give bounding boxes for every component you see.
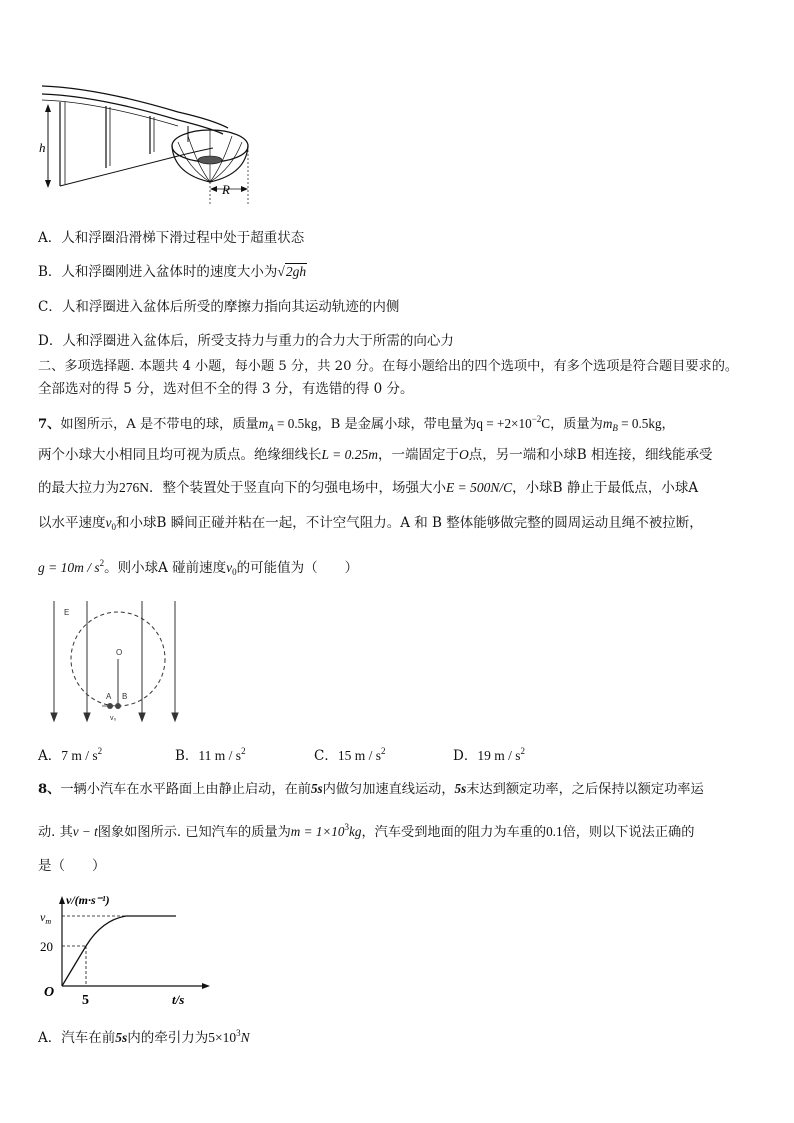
q8-line3: 是（ ） [38, 858, 106, 874]
q7-option-d [453, 744, 525, 764]
label-R: R [222, 182, 230, 197]
q8-F-exp: 3 [236, 1028, 241, 1038]
q7-v0: v [226, 560, 233, 575]
q8-text: 图象如图所示. 已知汽车的质量为 [97, 825, 291, 840]
q8-text: 末达到额定功率，之后保持以额定功率运 [466, 782, 704, 797]
q6-option-b-math: 2gh [285, 264, 307, 279]
q7-q-exp: −2 [531, 414, 542, 424]
q7-text: 如图所示，A 是不带电的球，质量 [60, 417, 259, 432]
q8-m-exp: 3 [344, 822, 349, 832]
section2-line1: 二、多项选择题. 本题共 4 小题，每小题 5 分，共 20 分。在每小题给出的四个选项中，有多个选项是符合题目要求的。 [38, 359, 739, 374]
label-E: E [64, 608, 70, 617]
q7-option-a [38, 744, 102, 764]
q8-t: 5s [310, 781, 323, 796]
q7-q-unit: C [541, 416, 551, 431]
q7-g-exp: 2 [99, 558, 105, 568]
q7-number: 7、 [38, 417, 61, 432]
q7-O: O [459, 447, 469, 462]
section2-line2: 全部选对的得 5 分，选对但不全的得 3 分，有选错的得 0 分。 [38, 381, 414, 397]
q8-text: A．汽车在前 [38, 1030, 116, 1046]
q7-F: 276N [119, 480, 149, 495]
q7-line2 [38, 446, 712, 464]
q7-text: 点，另一端和小球B 相连接，细线能承受 [468, 447, 713, 463]
q8-text: 内做匀加速直线运动， [322, 782, 455, 797]
q7-mA-val: = 0.5kg [273, 416, 318, 431]
q7-mA-sub: A [268, 423, 274, 433]
q7-mA: m [258, 416, 269, 431]
q7-mB-sub: B [612, 423, 618, 433]
q6-option-b-text: B．人和浮圈刚进入盆体时的速度大小为 [38, 264, 278, 280]
graph-ylabel: v/(m·s⁻¹) [66, 893, 110, 907]
q7-L: L = 0.25m [321, 447, 378, 462]
q8-text: 一辆小汽车在水平路面上由静止启动，在前 [60, 782, 311, 797]
q7-line3 [38, 479, 698, 497]
q6-option-c: C．人和浮圈进入盆体后所受的摩擦力指向其运动轨迹的内侧 [38, 299, 400, 315]
q8-line2 [38, 818, 694, 842]
label-A: A [106, 692, 112, 701]
label-B: B [122, 692, 128, 701]
vt-graph [36, 890, 216, 1012]
option-label: A． [38, 748, 62, 764]
q7-v0-sub: 0 [232, 567, 237, 577]
q7-text: ．整个装置处于竖直向下的匀强电场中，场强大小 [149, 480, 446, 496]
graph-x5: 5 [82, 993, 89, 1008]
graph-vm-v: v [40, 910, 46, 924]
q7-line5 [38, 554, 358, 581]
option-exp: 2 [380, 746, 386, 756]
graph-y20: 20 [40, 939, 53, 954]
q7-option-b [175, 744, 246, 764]
q8-line1 [38, 780, 704, 799]
q7-option-c [314, 744, 385, 764]
q8-F: 5×10 [208, 1030, 237, 1045]
label-O: O [116, 648, 123, 657]
graph-vm [40, 910, 51, 926]
q7-text: ， [661, 417, 675, 432]
q8-text: 内的牵引力为 [127, 1030, 209, 1046]
q7-v0: v [105, 515, 112, 530]
q7-text: 的可能值为（ ） [236, 560, 359, 576]
option-exp: 2 [241, 746, 246, 756]
q8-option-a [38, 1024, 250, 1047]
q7-text: 的最大拉力为 [38, 480, 119, 496]
graph-origin: O [44, 985, 55, 1000]
q7-text: 和小球B 瞬间正碰并粘在一起，不计空气阻力。A 和 B 整体能够做完整的圆周运动且绳不被拉断， [116, 515, 703, 531]
q7-text: ，B 是金属小球，带电量为 [317, 417, 477, 432]
option-value: 15 m / s [337, 748, 381, 763]
q7-text: 。则小球A 碰前速度 [104, 560, 227, 576]
q8-text: 倍，则以下说法正确的 [562, 825, 695, 840]
q7-E: E = 500N/C [446, 480, 513, 495]
q7-line4 [38, 514, 703, 536]
q8-vt: v − t [72, 824, 98, 839]
q7-g: g = 10m / s [38, 560, 100, 575]
q7-text: 两个小球大小相同且均可视为质点。绝缘细线长 [38, 447, 322, 463]
q8-m-unit: kg [349, 824, 362, 839]
q7-v0-sub: 0 [111, 522, 116, 532]
option-value: 11 m / s [198, 748, 242, 763]
q7-mB-val: = 0.5kg [617, 416, 662, 431]
label-h: h [39, 140, 46, 155]
option-label: C． [314, 748, 338, 764]
q6-option-a: A．人和浮圈沿滑梯下滑过程中处于超重状态 [38, 230, 305, 246]
q7-text: 以水平速度 [38, 515, 106, 531]
q8-t: 5s [115, 1030, 128, 1045]
q8-k: 0.1 [546, 824, 563, 839]
option-label: B． [175, 748, 199, 764]
electric-field-figure [44, 597, 184, 727]
q8-number: 8、 [38, 782, 61, 797]
water-slide-figure [38, 76, 268, 206]
q6-option-b: B．人和浮圈刚进入盆体时的速度大小为√2gh [38, 264, 307, 280]
q7-line1 [38, 410, 675, 437]
option-label: D． [453, 748, 478, 764]
q7-mB: m [602, 416, 613, 431]
q8-t: 5s [454, 781, 467, 796]
q8-m: m = 1×10 [290, 824, 345, 839]
q7-q: q = +2×10 [476, 416, 532, 431]
q7-text: ，小球B 静止于最低点，小球A [512, 480, 699, 496]
option-exp: 2 [520, 746, 525, 756]
q8-text: 动. 其 [38, 825, 73, 840]
option-exp: 2 [97, 746, 103, 756]
q8-F-unit: N [240, 1030, 250, 1045]
q7-text: ，质量为 [550, 417, 603, 432]
option-value: 7 m / s [61, 748, 98, 763]
label-v0: v₀ [110, 715, 117, 722]
graph-xlabel: t/s [172, 992, 185, 1007]
option-value: 19 m / s [477, 748, 521, 763]
q6-option-d: D．人和浮圈进入盆体后，所受支持力与重力的合力大于所需的向心力 [38, 333, 454, 349]
graph-vm-sub: m [45, 917, 52, 926]
q7-text: ，一端固定于 [378, 447, 459, 463]
q8-text: ，汽车受到地面的阻力为车重的 [361, 825, 547, 840]
